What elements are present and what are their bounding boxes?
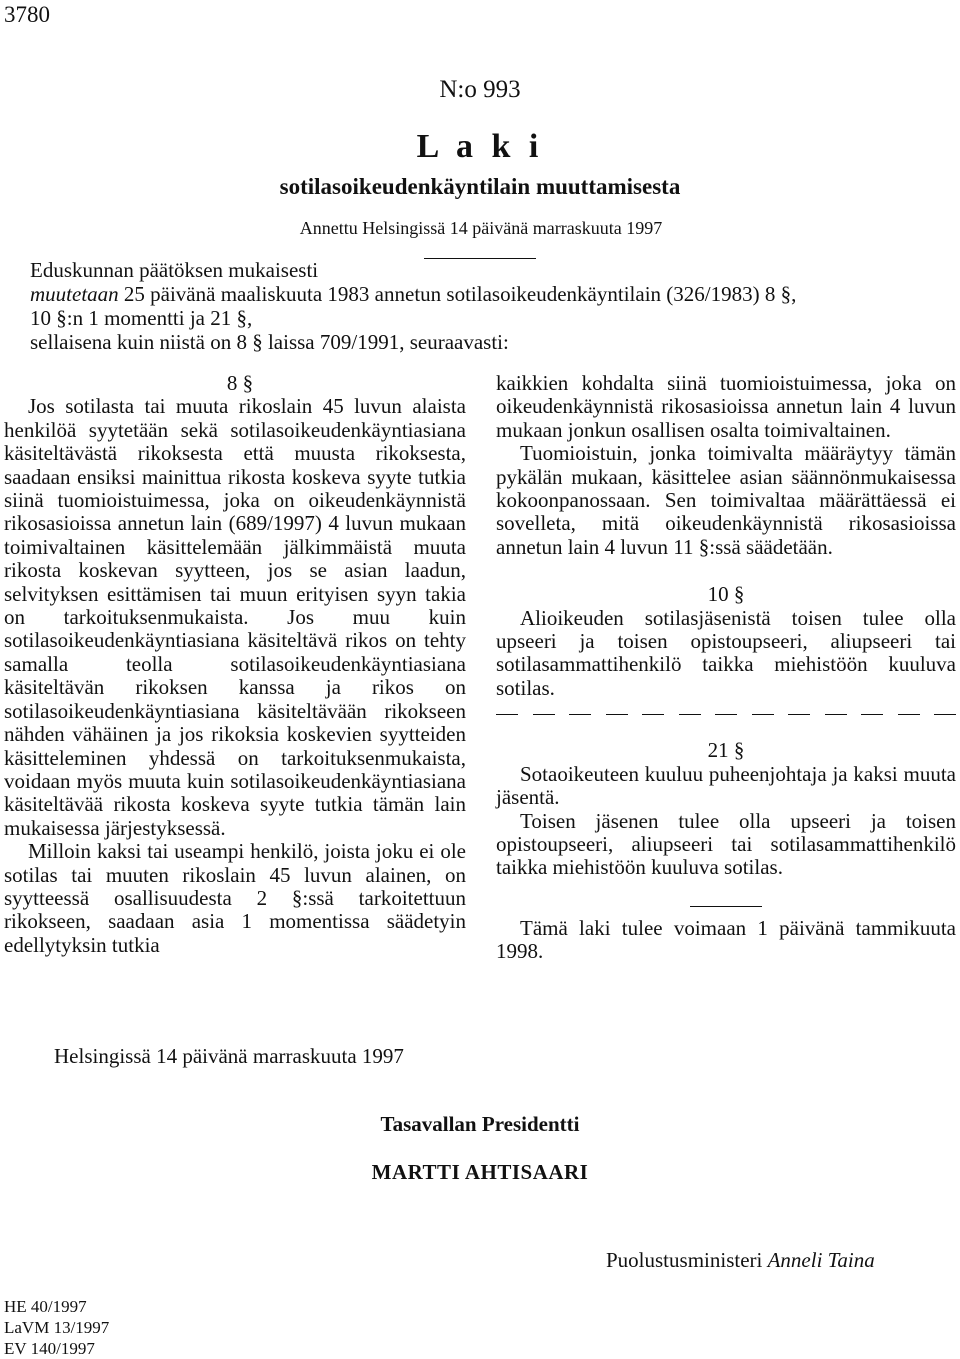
legislative-references [4,1296,109,1359]
preamble-line [30,282,960,306]
page-number: 3780 [4,2,50,27]
section-10-heading: 10 § [707,582,745,607]
section-21-heading: 21 § [707,738,745,763]
reference-item: HE 40/1997 [4,1297,87,1316]
left-column [4,372,466,957]
section-8-paragraph-3: Tuomioistuin, jonka toimivalta määräytyy tämän pykälän mukaan, käsittelee asian säännönmukaisessa kokoonpanossaan. Sen toimivaltaa määrättäessä ei sovelleta, mitä oikeudenkäynnistä rikosasioissa annetun lain 4 luvun 11 §:ssä säädetään. [496,441,956,559]
minister-title: Puolustusministeri [606,1248,763,1272]
preamble-line: 10 §:n 1 momentti ja 21 §, [30,306,253,330]
reference-item: EV 140/1997 [4,1339,95,1358]
entry-into-force: Tämä laki tulee voimaan 1 päivänä tammikuuta 1998. [496,915,956,964]
section-8-paragraph-2-end: kaikkien kohdalta siinä tuomioistuimessa, joka on oikeudenkäynnistä rikosasioissa annetun lain 4 luvun mukaan jonkun osallisen osalta toimivaltainen. [496,371,956,442]
section-8-paragraph-1: Jos sotilasta tai muuta rikoslain 45 luvun alaista henkilöä syytetään sekä sotilasoikeudenkäyntiasiana käsiteltävästä rikoksesta että muusta rikoksesta, saadaan ensiksi mainittua rikosta koskeva syyte tutkia siinä tuomioistuimessa, joka on oikeudenkäynnistä rikosasioissa annetun lain (689/1997) 4 luvun mukaan toimivaltainen käsittelemään jälkimmäistä muuta rikosta koskevan syytteen, jos se asian laadun, selvityksen esittämisen tai muun erityisen syyn takia on tarkoituksenmukaista. Jos muu kuin sotilasoikeudenkäyntiasiana käsiteltävä rikos on tehty samalla teolla sotilasoikeudenkäyntiasiana käsiteltävän rikoksen kanssa ja rikos on sotilasoikeudenkäyntiasiana käsiteltävään rikokseen nähden vähäinen ja jos rikoksia koskevien syytteiden käsitteleminen yhdessä on tarkoituksenmukaista, voidaan myös muuta kuin sotilasoikeudenkäyntiasiana käsiteltävää rikosta koskeva syyte tutkia tämän lain mukaisessa järjestyksessä. [4,394,466,840]
minister-signature [606,1248,875,1273]
omission-line [496,714,956,715]
act-title: L a k i [416,128,544,165]
issued-date: Annettu Helsingissä 14 päivänä marraskuuta 1997 [299,218,663,238]
president-name: MARTTI AHTISAARI [371,1160,589,1184]
president-title: Tasavallan Presidentti [380,1112,580,1136]
preamble-line: sellaisena kuin niistä on 8 § laissa 709/1991, seuraavasti: [30,330,509,354]
section-21-paragraph-1: Sotaoikeuteen kuuluu puheenjohtaja ja kaksi muuta jäsentä. [496,761,956,810]
preamble-text: 25 päivänä maaliskuuta 1983 annetun sotilasoikeudenkäyntilain (326/1983) 8 §, [118,282,797,306]
section-8-heading: 8 § [226,371,254,395]
right-column [496,372,956,964]
minister-name: Anneli Taina [767,1248,875,1272]
amended-word: muutetaan [30,282,119,306]
preamble [30,258,960,354]
section-10-paragraph-1: Alioikeuden sotilasjäsenistä toisen tulee olla upseeri ja toisen opistoupseeri, aliupseeri tai sotilasammattihenkilö taikka miehistöön kuuluva sotilas. [496,605,956,700]
reference-item: LaVM 13/1997 [4,1318,110,1337]
section-8-paragraph-2-start: Milloin kaksi tai useampi henkilö, joista joku ei ole sotilas tai muuten rikoslain 45 luvun alainen, on syytteessä osallisuudesta 2 §:ssä tarkoitettuun rikokseen, saadaan asia 1 momentissa säädetyin edellytyksin tutkia [4,839,466,957]
section-21-paragraph-2: Toisen jäsenen tulee olla upseeri ja toisen opistoupseeri, aliupseeri tai sotilasammattihenkilö taikka miehistöön kuuluva sotilas. [496,808,956,880]
signing-place-date: Helsingissä 14 päivänä marraskuuta 1997 [54,1044,404,1068]
preamble-line: Eduskunnan päätöksen mukaisesti [30,258,319,282]
act-number: N:o 993 [439,76,521,103]
act-subtitle: sotilasoikeudenkäyntilain muuttamisesta [279,174,681,199]
divider [690,906,762,907]
